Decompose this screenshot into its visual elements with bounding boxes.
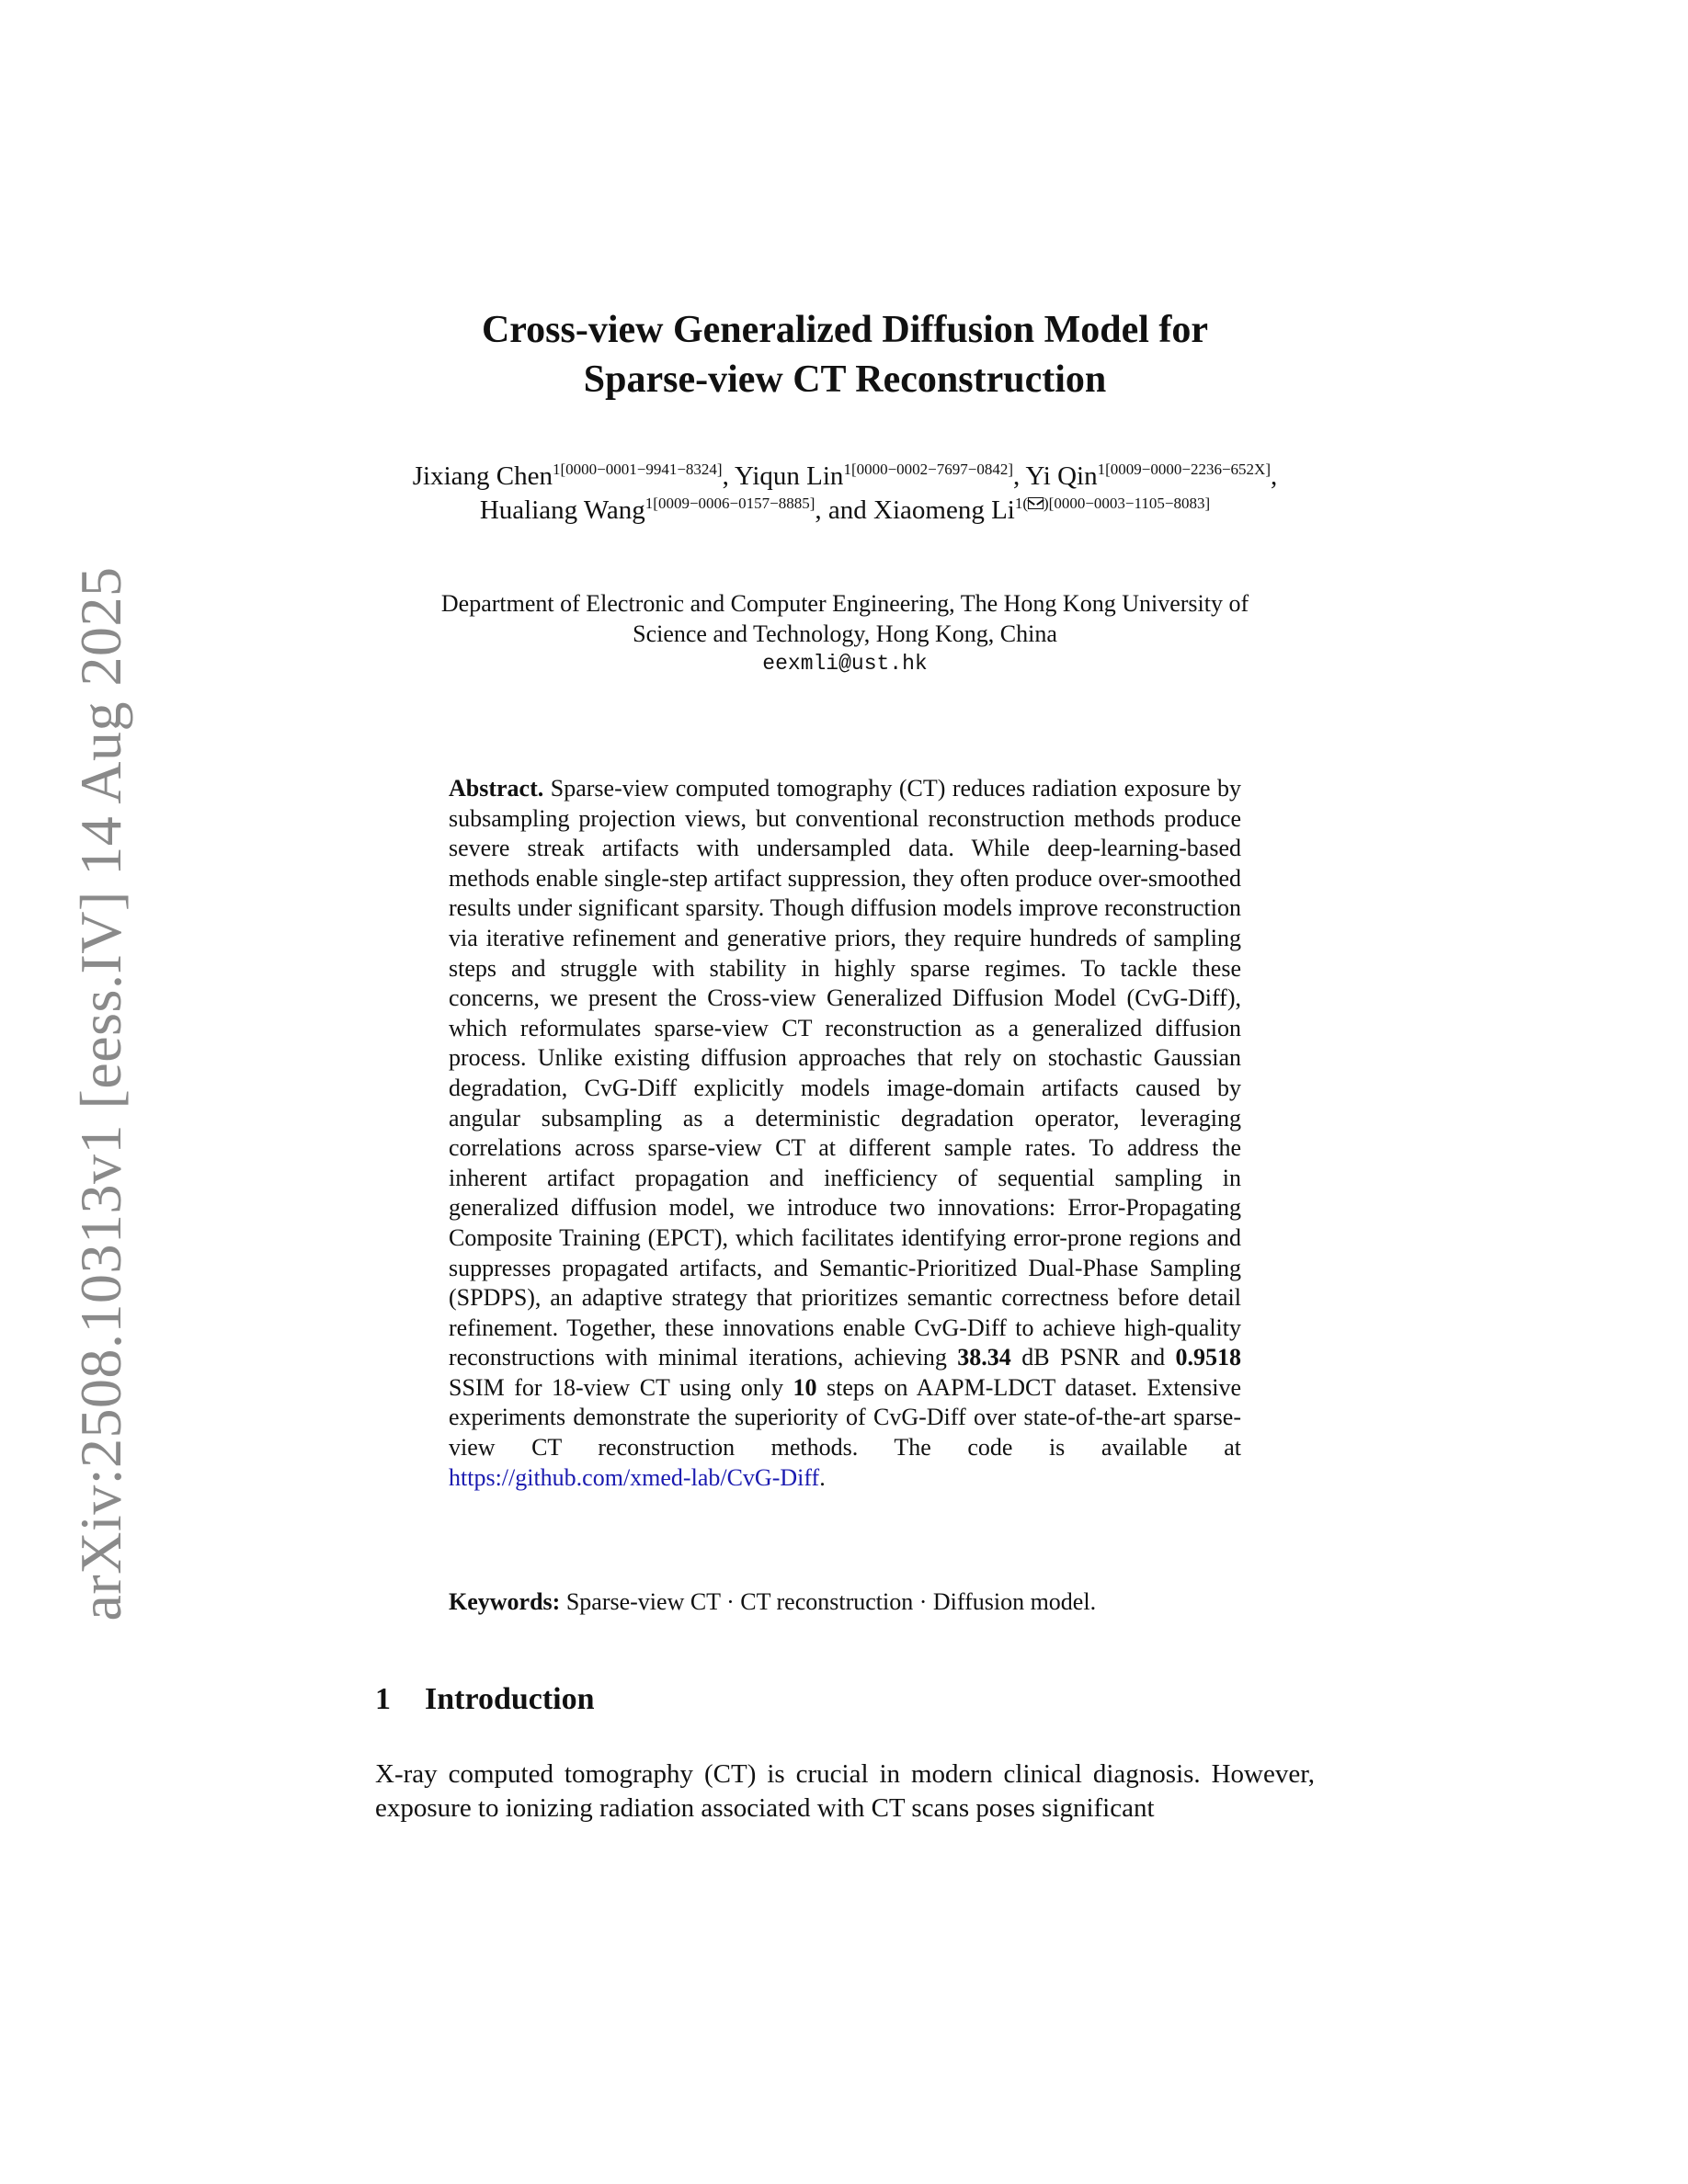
contact-email[interactable]: eexmli@ust.hk bbox=[762, 652, 928, 676]
abstract-text: steps on AAPM-LDCT dataset. Extensive experiments demonstrate the superiority of CvG-Diff over state-of-the-art sparse-view CT reconstruction methods. The code is available at bbox=[449, 1373, 1242, 1462]
author-orcid: 1[0000−0002−7697−0842] bbox=[843, 461, 1014, 478]
keywords-text: Sparse-view CT · CT reconstruction · Diffusion model. bbox=[565, 1588, 1097, 1615]
author-orcid: 1[0000−0001−9941−8324] bbox=[552, 461, 723, 478]
code-link[interactable]: https://github.com/xmed-lab/CvG-Diff bbox=[449, 1463, 820, 1491]
ssim-value: 0.9518 bbox=[1175, 1344, 1242, 1371]
paper-title bbox=[375, 305, 1315, 404]
keywords-label: Keywords: bbox=[449, 1588, 561, 1615]
title-line-1: Cross-view Generalized Diffusion Model for bbox=[481, 309, 1209, 351]
keywords bbox=[449, 1587, 1241, 1617]
affiliation-line-2: Science and Technology, Hong Kong, China bbox=[633, 620, 1057, 647]
steps-value: 10 bbox=[793, 1373, 817, 1401]
abstract-end: . bbox=[819, 1463, 826, 1491]
abstract bbox=[449, 774, 1241, 1493]
author-orcid-id: )[0000−0003−1105−8083] bbox=[1044, 495, 1211, 512]
author-orcid: 1[0009−0006−0157−8885] bbox=[644, 495, 815, 512]
abstract-text: dB PSNR and bbox=[1021, 1344, 1166, 1371]
section-heading bbox=[375, 1679, 595, 1720]
author-name: Yiqun Lin bbox=[735, 461, 844, 491]
affiliation-line-1: Department of Electronic and Computer Engineering, The Hong Kong University of bbox=[440, 590, 1249, 617]
author-name: Yi Qin bbox=[1025, 461, 1098, 491]
author-affiliation-mark: 1( bbox=[1014, 495, 1029, 512]
author-list: Jixiang Chen$^{1[0000-0001-9941-8324]}$, Yiqun Lin$^{1[0000-0002-7697-0842]}$, Yi Qin$^{1[0009-0000-2236-652X]}$, Hualiang Wang$^{1[0009-0006-0157-8885]}$, and Xiaomeng $Li^{1( )[0000-0003-1105-8083]}$ bbox=[412, 461, 1278, 525]
author-name: Jixiang Chen bbox=[412, 461, 553, 491]
author-orcid bbox=[1015, 495, 1210, 512]
section-number: 1 bbox=[375, 1682, 391, 1716]
psnr-value: 38.34 bbox=[957, 1344, 1011, 1371]
author-orcid: 1[0009−0000−2236−652X] bbox=[1097, 461, 1271, 478]
section-title: Introduction bbox=[425, 1682, 595, 1716]
abstract-text: Sparse-view computed tomography (CT) reduces radiation exposure by subsampling projection views, but conventional reconstruction methods produce severe streak artifacts with undersampled data. While deep-learning-based methods enable single-step artifact suppression, they often produce over-smoothed results under significant sparsity. Though diffusion models improve reconstruction via iterative refinement and generative priors, they require hundreds of sampling steps and struggle with stability in highly sparse regimes. To tackle these concerns, we present the Cross-view Generalized Diffusion Model (CvG-Diff), which reformulates sparse-view CT reconstruction as a generalized diffusion process. Unlike existing diffusion approaches that rely on stochastic Gaussian degradation, CvG-Diff explicitly models image-domain artifacts caused by angular subsampling as a deterministic degradation operator, leveraging correlations across sparse-view CT at different sample rates. To address the inherent artifact propagation and inefficiency of sequential sampling in generalized diffusion model, we introduce two innovations: Error-Propagating Composite Training (EPCT), which facilitates identifying error-prone regions and suppresses propagated artifacts, and Semantic-Prioritized Dual-Phase Sampling (SPDPS), an adaptive strategy that prioritizes semantic correctness before detail refinement. Together, these innovations enable CvG-Diff to achieve high-quality reconstructions with minimal iterations, achieving bbox=[449, 775, 1242, 1371]
introduction-paragraph: X-ray computed tomography (CT) is crucial in modern clinical diagnosis. However, exposure to ionizing radiation associated with CT scans poses significant bbox=[375, 1759, 1315, 1823]
envelope-icon bbox=[1028, 497, 1044, 509]
abstract-label: Abstract. bbox=[449, 775, 544, 802]
abstract-text: SSIM for 18-view CT using only bbox=[449, 1373, 784, 1401]
title-line-2: Sparse-view CT Reconstruction bbox=[583, 358, 1107, 401]
author-name: Xiaomeng Li bbox=[873, 495, 1015, 525]
arxiv-identifier-stamp: arXiv:2508.10313v1 [eess.IV] 14 Aug 2025 bbox=[68, 566, 133, 1621]
author-name: Hualiang Wang bbox=[479, 495, 645, 525]
affiliation-block bbox=[375, 588, 1315, 679]
